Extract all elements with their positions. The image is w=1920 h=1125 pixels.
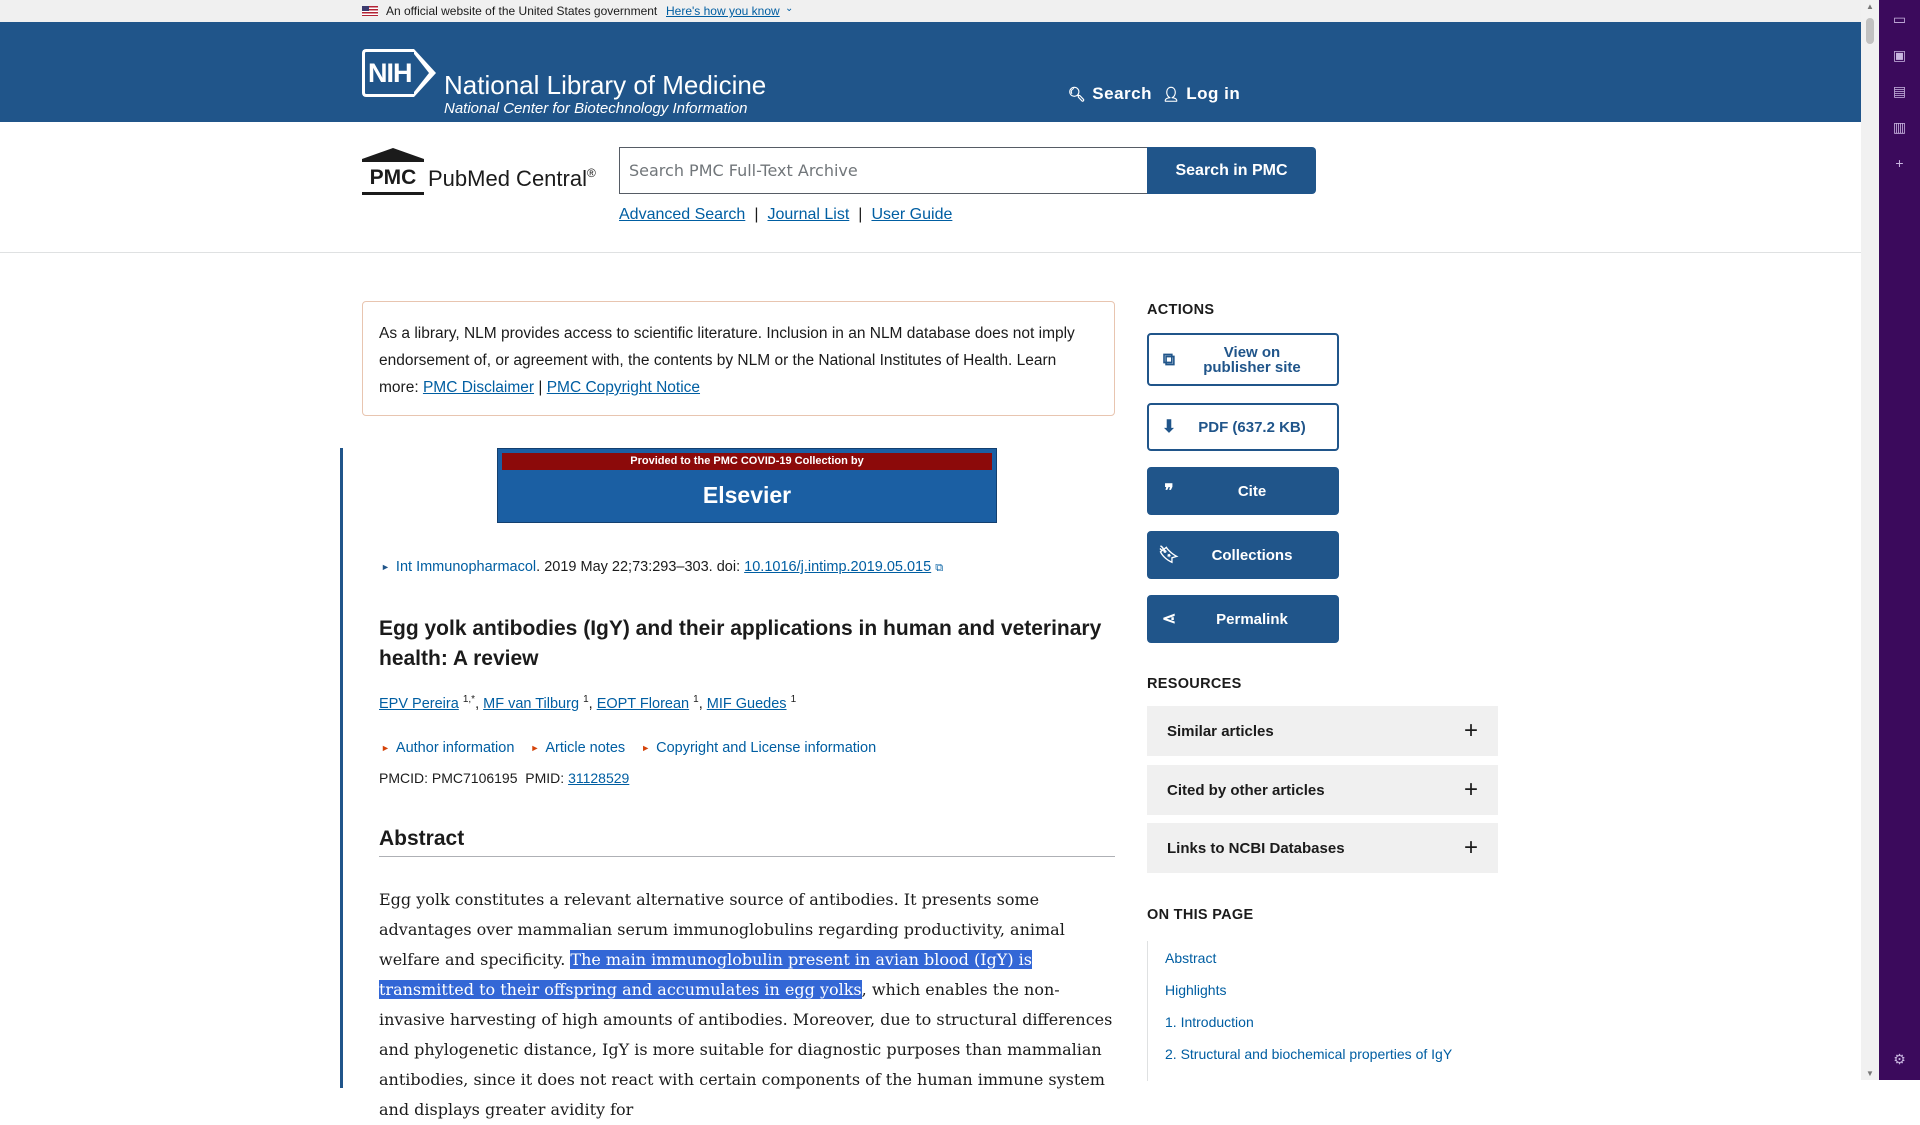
reading-list-icon[interactable]: ▥ [1892,119,1907,135]
ncbi-links-accordion[interactable]: Links to NCBI Databases + [1147,823,1498,873]
scrollbar-thumb[interactable] [1866,18,1874,44]
media-icon[interactable]: ▭ [1892,11,1907,27]
on-this-page-nav [1147,941,1453,1081]
article-ids: PMCID: PMC7106195 PMID: 31128529 [379,770,630,786]
collections-button[interactable]: 🔖︎ Collections [1147,531,1339,579]
wallet-icon[interactable]: ▣ [1892,47,1907,63]
login-button[interactable]: 👤︎ Log in [1162,84,1241,103]
user-guide-link[interactable]: User Guide [871,206,953,223]
nlm-subtitle: National Center for Biotechnology Information [444,100,748,117]
user-icon: 👤︎ [1162,86,1181,102]
similar-articles-accordion[interactable]: Similar articles + [1147,706,1498,756]
chevron-down-icon[interactable]: ⌄ [785,3,794,14]
nih-header [0,22,1861,122]
browser-side-panel [1879,0,1920,1080]
selected-text: The main immunoglobulin present in avian blood (IgY) is transmitted to their offspring and accumulates in egg yolks [379,950,1032,999]
learn-more-label: Learn more: [379,352,1057,396]
abstract-heading: Abstract [379,827,1115,857]
author-link[interactable]: MIF Guedes [706,695,787,712]
toc-introduction-link[interactable]: 1. Introduction [1165,1014,1254,1030]
permalink-button[interactable]: ⋖ Permalink [1147,595,1339,643]
pmc-article-page: An official website of the United States government Here's how you know ⌄ NIH National Library of Medicine National Center for Biotechnology Information 🔍︎ Search 👤︎ Log in PMC PubMed Central® Search PMC Full-Text Archive Search in PMC Advanced Search | Journal List | User Guide As a library, NLM provides access to scientific literature. Inclusion in an NLM database does not imply endorsement of, or agreement with, the contents by NLM or the National Institutes of Health. Learn more: PMC Disclaimer | PMC Copyright Notice Provided to the PMC COVID-19 Collection by Elsevier ► Int Immunopharmacol. 2019 May 22;73:293–303. doi: 10.1016/j.intimp.2019.05.015 ⧉ Egg yolk antibodies (IgY) and their applications in human and veterinary health: A review EPV Pereira $^{1,*}$, MF van Tilburg $^1$, EOPT Florean $^1$, MIF Guedes $^1$ ► Author information ► Article notes ► Copyright and License information PMCID: PMC7106195 PMID: 31128529 Abstract Egg yolk constitutes a relevant alternative source of antibodies. It presents some advantages over mammalian serum immunoglobulins regarding productivity, animal welfare and specificity. The main immunoglobulin present in avian blood (IgY) is transmitted to their offspring and accumulates in egg yolks, which enables the non-invasive harvesting of high amounts of antibodies. Moreover, due to structural differences and phylogenetic distance, IgY is more suitable for diagnostic purposes than mammalian antibodies, since it does not react with certain components of the human immune system and displays greater avidity for ACTIONS ⧉ View on publisher site ⬇ PDF (637.2 KB) ❞ Cite 🔖︎ Collections ⋖ Permalink RESOURCES Similar articles + Cited by other articles + Links to NCBI Databases + ON THIS PAGE Abstract Highlights 1. Introduction 2. Structural and biochemical properties of IgY [0,0,1861,1080]
advanced-search-link[interactable]: Advanced Search [619,206,746,223]
toc-structural-link[interactable]: 2. Structural and biochemical properties of IgY [1165,1046,1453,1062]
plus-icon: + [1463,717,1478,744]
heres-how-you-know-link[interactable]: Here's how you know [666,4,780,18]
pmid-link[interactable]: 31128529 [568,770,630,786]
on-this-page-label: ON THIS PAGE [1147,907,1254,923]
article-title: Egg yolk antibodies (IgY) and their applications in human and veterinary health: A review [379,617,1102,670]
author-list: EPV Pereira $^{1,*}$, MF van Tilburg $^1$, EOPT Florean $^1$, MIF Guedes $^1$ [379,694,797,712]
header-search-button[interactable]: 🔍︎ Search [1068,84,1152,103]
quote-icon: ❞ [1164,481,1174,500]
plus-icon: + [1463,776,1478,803]
page-scrollbar[interactable] [1861,0,1879,1080]
pmc-sublinks: Advanced Search | Journal List | User Guide [619,206,953,223]
article-left-rule [340,448,343,1088]
plus-icon: + [1463,834,1478,861]
toc-highlights-link[interactable]: Highlights [1165,982,1227,998]
resources-label: RESOURCES [1147,676,1242,692]
bookmark-icon: 🔖︎ [1158,545,1180,564]
author-link[interactable]: EOPT Florean [596,695,690,712]
citation-line [381,559,943,575]
save-icon[interactable]: ▤ [1892,83,1907,99]
nih-logo[interactable] [362,49,438,97]
abstract-text: Egg yolk constitutes a relevant alternative source of antibodies. It presents some advantages over mammalian serum immunoglobulins regarding productivity, animal welfare and specificity. The main immunoglobulin present in avian blood (IgY) is transmitted to their offspring and accumulates in egg yolks, which enables the non-invasive harvesting of high amounts of antibodies. Moreover, due to structural differences and phylogenetic distance, IgY is more suitable for diagnostic purposes than mammalian antibodies, since it does not react with certain components of the human immune system and displays greater avidity for [379,890,1113,1119]
pdf-download-button[interactable]: ⬇ PDF (637.2 KB) [1147,403,1339,451]
nih-logo-text: NIH [368,58,412,88]
journal-list-link[interactable]: Journal List [767,206,850,223]
pmc-logo-name: PubMed Central [428,166,587,191]
download-icon: ⬇ [1161,417,1177,436]
author-link[interactable]: EPV Pereira [379,695,459,712]
gov-banner-text: An official website of the United States government [386,4,658,18]
author-information-toggle[interactable]: ► Author information [381,740,515,756]
search-icon: 🔍︎ [1068,86,1087,102]
scroll-down-icon[interactable]: ▼ [1866,1069,1874,1078]
toc-abstract-link[interactable]: Abstract [1165,950,1217,966]
pmc-search-input[interactable]: Search PMC Full-Text Archive [619,147,1148,194]
pmc-copyright-link[interactable]: PMC Copyright Notice [546,379,701,396]
expand-triangle-icon[interactable]: ► [381,562,390,572]
provider-name: Elsevier [702,482,792,508]
copyright-license-toggle[interactable]: ► Copyright and License information [641,740,877,756]
actions-label: ACTIONS [1147,302,1215,318]
add-panel-icon[interactable]: + [1895,155,1904,171]
cited-by-accordion[interactable]: Cited by other articles + [1147,765,1498,815]
settings-gear-icon[interactable]: ⚙ [1893,1051,1906,1067]
author-link[interactable]: MF van Tilburg [483,695,580,712]
pmcid: PMCID: PMC7106195 [379,770,518,786]
doi-link[interactable]: 10.1016/j.intimp.2019.05.015 [744,559,932,575]
pmc-disclaimer-link[interactable]: PMC Disclaimer [422,379,535,396]
article-info-links [381,740,888,756]
article-notes-toggle[interactable]: ► Article notes [530,740,626,756]
external-link-icon: ⧉ [1162,349,1176,369]
provider-strip: Provided to the PMC COVID-19 Collection by [502,453,992,470]
external-link-icon[interactable]: ⧉ [935,562,944,574]
search-in-pmc-button[interactable]: Search in PMC [1147,147,1316,194]
view-publisher-button[interactable]: ⧉ View on publisher site [1147,333,1339,386]
us-flag-icon [362,6,378,16]
citation-details: . 2019 May 22;73:293–303. doi: [536,559,745,575]
scroll-up-icon[interactable]: ▲ [1866,2,1874,11]
gov-banner [0,0,1861,22]
provider-banner[interactable] [497,448,997,523]
share-icon: ⋖ [1161,609,1177,628]
cite-button[interactable]: ❞ Cite [1147,467,1339,515]
nlm-title[interactable]: National Library of Medicine [444,70,767,100]
journal-link[interactable]: Int Immunopharmacol [395,559,537,575]
disclaimer-text: As a library, NLM provides access to scientific literature. Inclusion in an NLM database does not imply endorsement of, or agreement with, the contents by NLM or the National Institutes of Health. [379,325,1075,369]
pmc-logo-abbr: PMC [369,166,417,189]
nlm-disclaimer: As a library, NLM provides access to scientific literature. Inclusion in an NLM database does not imply endorsement of, or agreement with, the contents by NLM or the National Institutes of Health. Learn more: PMC Disclaimer | PMC Copyright Notice [362,301,1115,416]
